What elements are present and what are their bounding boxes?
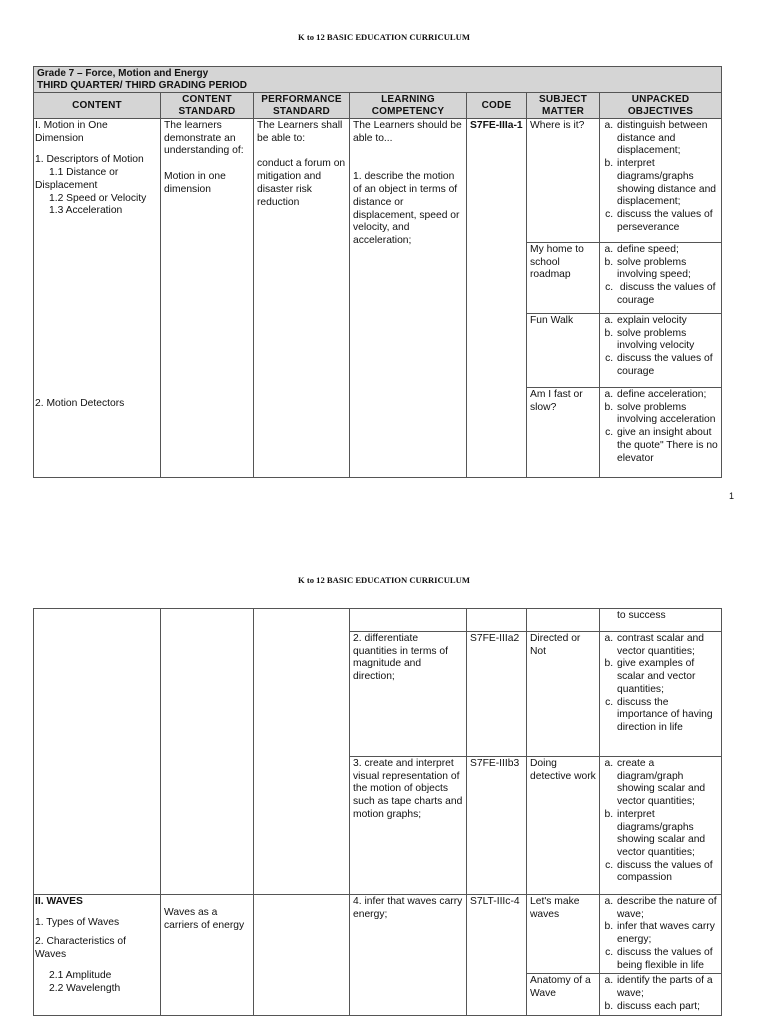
- subject-where-is-it: Where is it?: [527, 119, 600, 243]
- code-2: S7FE-IIIa2: [467, 632, 527, 757]
- content-cell: [34, 119, 161, 478]
- content-characteristics-of-waves: 2. Characteristics of Waves: [35, 936, 126, 961]
- content-standard-cell: [161, 119, 254, 478]
- waves-standard-cell: [161, 895, 254, 1016]
- performance-standard-cell: [254, 119, 350, 478]
- content-descriptors-of-motion: 1. Descriptors of Motion: [35, 154, 144, 166]
- subject-continued: [527, 609, 600, 632]
- page-number: 1: [729, 491, 735, 501]
- objective-item: b. solve problems involving velocity: [616, 328, 718, 353]
- objective-item: a. contrast scalar and vector quantities;: [616, 633, 718, 658]
- objectives-lets-make-waves: [600, 895, 722, 974]
- objective-item: c. discuss the values of perseverance: [616, 209, 718, 234]
- objective-item: a. identify the parts of a wave;: [616, 975, 718, 1000]
- objective-item: a. distinguish between distance and displacement;: [616, 120, 718, 158]
- col-header-unpacked-objectives: UNPACKED OBJECTIVES: [600, 93, 722, 119]
- col-header-learning-competency: LEARNING COMPETENCY: [350, 93, 467, 119]
- content-wavelength: 2.2 Wavelength: [49, 982, 121, 994]
- curriculum-table-page1: [33, 66, 722, 478]
- objective-continued: [600, 609, 722, 632]
- objectives-directed-or-not: [600, 632, 722, 757]
- subject-am-i-fast: Am I fast or slow?: [527, 388, 600, 478]
- col-header-content-standard: CONTENT STANDARD: [161, 93, 254, 119]
- subject-lets-make-waves: Let's make waves: [527, 895, 600, 974]
- content-amplitude: 2.1 Amplitude: [49, 969, 112, 981]
- content-acceleration: 1.3 Acceleration: [49, 205, 123, 217]
- objective-item: a. describe the nature of wave;: [616, 896, 718, 921]
- waves-content-cell: [34, 895, 161, 1016]
- objective-item: c. discuss the values of being flexible in life: [616, 947, 718, 972]
- objectives-anatomy-of-wave: [600, 974, 722, 1016]
- subject-anatomy-of-wave: Anatomy of a Wave: [527, 974, 600, 1016]
- objectives-detective-work: [600, 757, 722, 895]
- objectives-home-to-school: [600, 243, 722, 314]
- objective-item: a. define acceleration;: [616, 389, 718, 402]
- waves-title: II. WAVES: [35, 896, 83, 907]
- subject-home-to-school: My home to school roadmap: [527, 243, 600, 314]
- objective-item: c. discuss the values of courage: [616, 353, 718, 378]
- content-motion-one-dimension: I. Motion in One Dimension: [35, 120, 108, 144]
- learning-competency-cell: [350, 119, 467, 478]
- content-cell-continued: [34, 609, 161, 895]
- code-3: S7FE-IIIb3: [467, 757, 527, 895]
- waves-performance-cell: [254, 895, 350, 1016]
- objective-item: b. give examples of scalar and vector quantities;: [616, 658, 718, 696]
- objective-item: c. discuss the values of compassion: [616, 860, 718, 885]
- learning-competency-1: 1. describe the motion of an object in terms of distance or displacement, speed or velocity, and acceleration;: [353, 171, 460, 246]
- content-distance-displacement: 1.1 Distance or Displacement: [35, 167, 119, 191]
- grade-title-line2: THIRD QUARTER/ THIRD GRADING PERIOD: [37, 79, 247, 91]
- learning-competency-intro: The Learners should be able to...: [353, 120, 462, 144]
- objective-item: a. define speed;: [616, 244, 718, 257]
- col-header-content: CONTENT: [34, 93, 161, 119]
- objective-item: b. solve problems involving acceleration: [616, 402, 718, 427]
- content-standard-cell-continued: [161, 609, 254, 895]
- content-types-of-waves: 1. Types of Waves: [35, 916, 120, 928]
- curriculum-table-page2: [33, 608, 722, 1016]
- content-motion-detectors: 2. Motion Detectors: [35, 397, 125, 409]
- objectives-fun-walk: [600, 314, 722, 388]
- objective-item: b. interpret diagrams/graphs showing distance and displacement;: [616, 158, 718, 209]
- performance-standard-cell-continued: [254, 609, 350, 895]
- objective-item: b. discuss each part;: [616, 1001, 718, 1014]
- grade-title: [34, 67, 722, 93]
- objectives-where-is-it: [600, 119, 722, 243]
- subject-detective-work: Doing detective work: [527, 757, 600, 895]
- objective-item: b. solve problems involving speed;: [616, 257, 718, 282]
- objectives-am-i-fast: [600, 388, 722, 478]
- objective-item: c. discuss the values of courage: [616, 282, 718, 307]
- subject-directed-or-not: Directed or Not: [527, 632, 600, 757]
- col-header-code: CODE: [467, 93, 527, 119]
- code-cell: S7FE-IIIa-1: [467, 119, 527, 478]
- page1-header: K to 12 BASIC EDUCATION CURRICULUM: [298, 32, 470, 42]
- content-standard-topic: Motion in one dimension: [164, 171, 226, 195]
- performance-standard-intro: The Learners shall be able to:: [257, 120, 343, 144]
- performance-standard-task: conduct a forum on mitigation and disaster risk reduction: [257, 158, 346, 208]
- col-header-subject-matter: SUBJECT MATTER: [527, 93, 600, 119]
- learning-competency-2: 2. differentiate quantities in terms of magnitude and direction;: [350, 632, 467, 757]
- objective-item: a. explain velocity: [616, 315, 718, 328]
- grade-title-line1: Grade 7 – Force, Motion and Energy: [37, 68, 209, 79]
- objective-continued-text: to success: [617, 610, 666, 621]
- content-standard-intro: The learners demonstrate an understanding of:: [164, 120, 244, 157]
- page2-header: K to 12 BASIC EDUCATION CURRICULUM: [298, 575, 470, 585]
- learning-competency-4: 4. infer that waves carry energy;: [350, 895, 467, 1016]
- objective-item: b. interpret diagrams/graphs showing scalar and vector quantities;: [616, 809, 718, 860]
- objective-item: c. discuss the importance of having direction in life: [616, 697, 718, 735]
- competency-continued: [350, 609, 467, 632]
- learning-competency-3: 3. create and interpret visual representation of the motion of objects such as tape charts and motion graphs;: [350, 757, 467, 895]
- code-continued: [467, 609, 527, 632]
- content-speed-velocity: 1.2 Speed or Velocity: [49, 192, 147, 204]
- code-4: S7LT-IIIc-4: [467, 895, 527, 1016]
- subject-fun-walk: Fun Walk: [527, 314, 600, 388]
- objective-item: b. infer that waves carry energy;: [616, 921, 718, 946]
- waves-standard: Waves as a carriers of energy: [164, 907, 245, 931]
- objective-item: c. give an insight about the quote" There is no elevator: [616, 427, 718, 465]
- objective-item: a. create a diagram/graph showing scalar and vector quantities;: [616, 758, 718, 809]
- col-header-performance-standard: PERFORMANCE STANDARD: [254, 93, 350, 119]
